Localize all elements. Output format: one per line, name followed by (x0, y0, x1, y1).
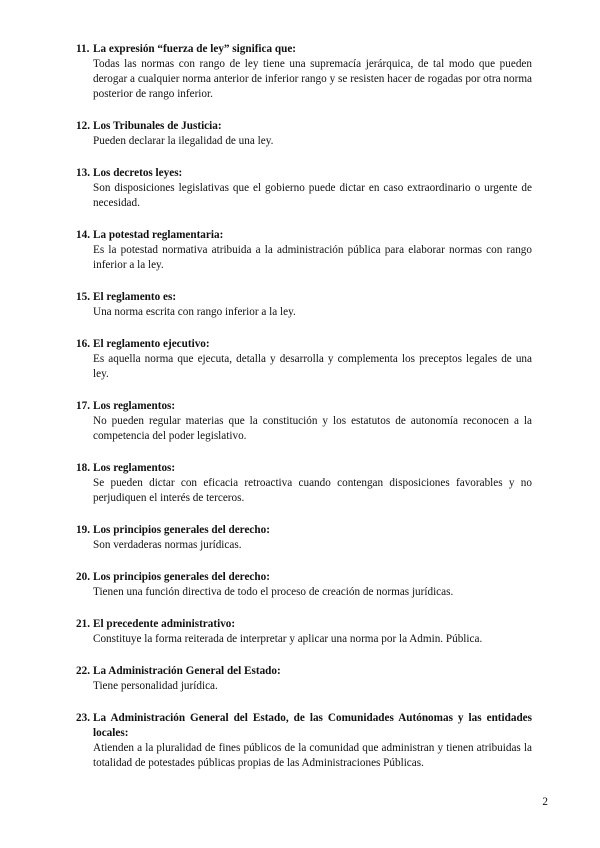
question-text: El precedente administrativo: (93, 618, 236, 630)
question-number: 22. (76, 665, 90, 677)
list-item-15 (76, 290, 532, 320)
answer-text: Constituye la forma reiterada de interpretar y aplicar una norma por la Admin. Pública. (93, 633, 483, 645)
question-list (76, 42, 532, 788)
question-number: 19. (76, 524, 90, 536)
answer-text: Tiene personalidad jurídica. (93, 680, 218, 692)
question-text: Los Tribunales de Justicia: (93, 120, 222, 132)
answer-text: Es aquella norma que ejecuta, detalla y desarrolla y complementa los preceptos legales de una ley. (93, 353, 532, 380)
question-number: 11. (76, 43, 90, 55)
list-item-11 (76, 42, 532, 102)
question-text: La Administración General del Estado: (93, 665, 281, 677)
question-line (76, 166, 532, 181)
answer-text: No pueden regular materias que la constitución y los estatutos de autonomía reconocen a la competencia del poder legislativo. (93, 415, 532, 442)
question-number: 21. (76, 618, 90, 630)
answer-text: Pueden declarar la ilegalidad de una ley. (93, 135, 274, 147)
question-number: 15. (76, 291, 90, 303)
question-line (76, 617, 532, 632)
question-line (76, 42, 532, 57)
list-item-21 (76, 617, 532, 647)
question-number: 13. (76, 167, 90, 179)
answer-text: Es la potestad normativa atribuida a la administración pública para elaborar normas con rango inferior a la ley. (93, 244, 532, 271)
list-item-16 (76, 337, 532, 382)
question-number: 17. (76, 400, 90, 412)
answer-text: Todas las normas con rango de ley tiene una supremacía jerárquica, de tal modo que pueden derogar a cualquier norma anterior de inferior rango y se resisten hacer de rogadas por otra norma posterior de rango inferior. (93, 58, 532, 100)
question-line (76, 523, 532, 538)
list-item-12 (76, 119, 532, 149)
question-text: Los reglamentos: (93, 400, 176, 412)
question-line (76, 337, 532, 352)
question-number: 14. (76, 229, 90, 241)
list-item-20 (76, 570, 532, 600)
question-text: Los reglamentos: (93, 462, 176, 474)
answer-text: Se pueden dictar con eficacia retroactiva cuando contengan disposiciones favorables y no perjudiquen el interés de terceros. (93, 477, 532, 504)
question-number: 20. (76, 571, 90, 583)
question-number: 18. (76, 462, 90, 474)
list-item-18 (76, 461, 532, 506)
question-line (76, 399, 532, 414)
list-item-13 (76, 166, 532, 211)
question-line (76, 570, 532, 585)
question-line (76, 290, 532, 305)
question-line (76, 664, 532, 679)
question-number: 23. (76, 712, 90, 724)
answer-text: Una norma escrita con rango inferior a la ley. (93, 306, 296, 318)
question-text: Los principios generales del derecho: (93, 524, 270, 536)
page-number: 2 (542, 796, 548, 808)
list-item-19 (76, 523, 532, 553)
question-line (76, 711, 532, 741)
question-number: 12. (76, 120, 90, 132)
list-item-17 (76, 399, 532, 444)
question-text: La Administración General del Estado, de las Comunidades Autónomas y las entidades locales: (93, 712, 532, 739)
question-number: 16. (76, 338, 90, 350)
list-item-22 (76, 664, 532, 694)
question-line (76, 119, 532, 134)
question-line (76, 228, 532, 243)
answer-text: Son disposiciones legislativas que el gobierno puede dictar en caso extraordinario o urgente de necesidad. (93, 182, 532, 209)
question-line (76, 461, 532, 476)
answer-text: Tienen una función directiva de todo el proceso de creación de normas jurídicas. (93, 586, 454, 598)
question-text: El reglamento es: (93, 291, 177, 303)
list-item-23 (76, 711, 532, 771)
question-text: La expresión “fuerza de ley” significa que: (93, 43, 297, 55)
answer-text: Atienden a la pluralidad de fines públicos de la comunidad que administran y tienen atribuidas la totalidad de potestades públicas propias de las Administraciones Públicas. (93, 742, 532, 769)
question-text: El reglamento ejecutivo: (93, 338, 210, 350)
question-text: Los decretos leyes: (93, 167, 183, 179)
answer-text: Son verdaderas normas jurídicas. (93, 539, 242, 551)
list-item-14 (76, 228, 532, 273)
question-text: La potestad reglamentaria: (93, 229, 224, 241)
question-text: Los principios generales del derecho: (93, 571, 270, 583)
